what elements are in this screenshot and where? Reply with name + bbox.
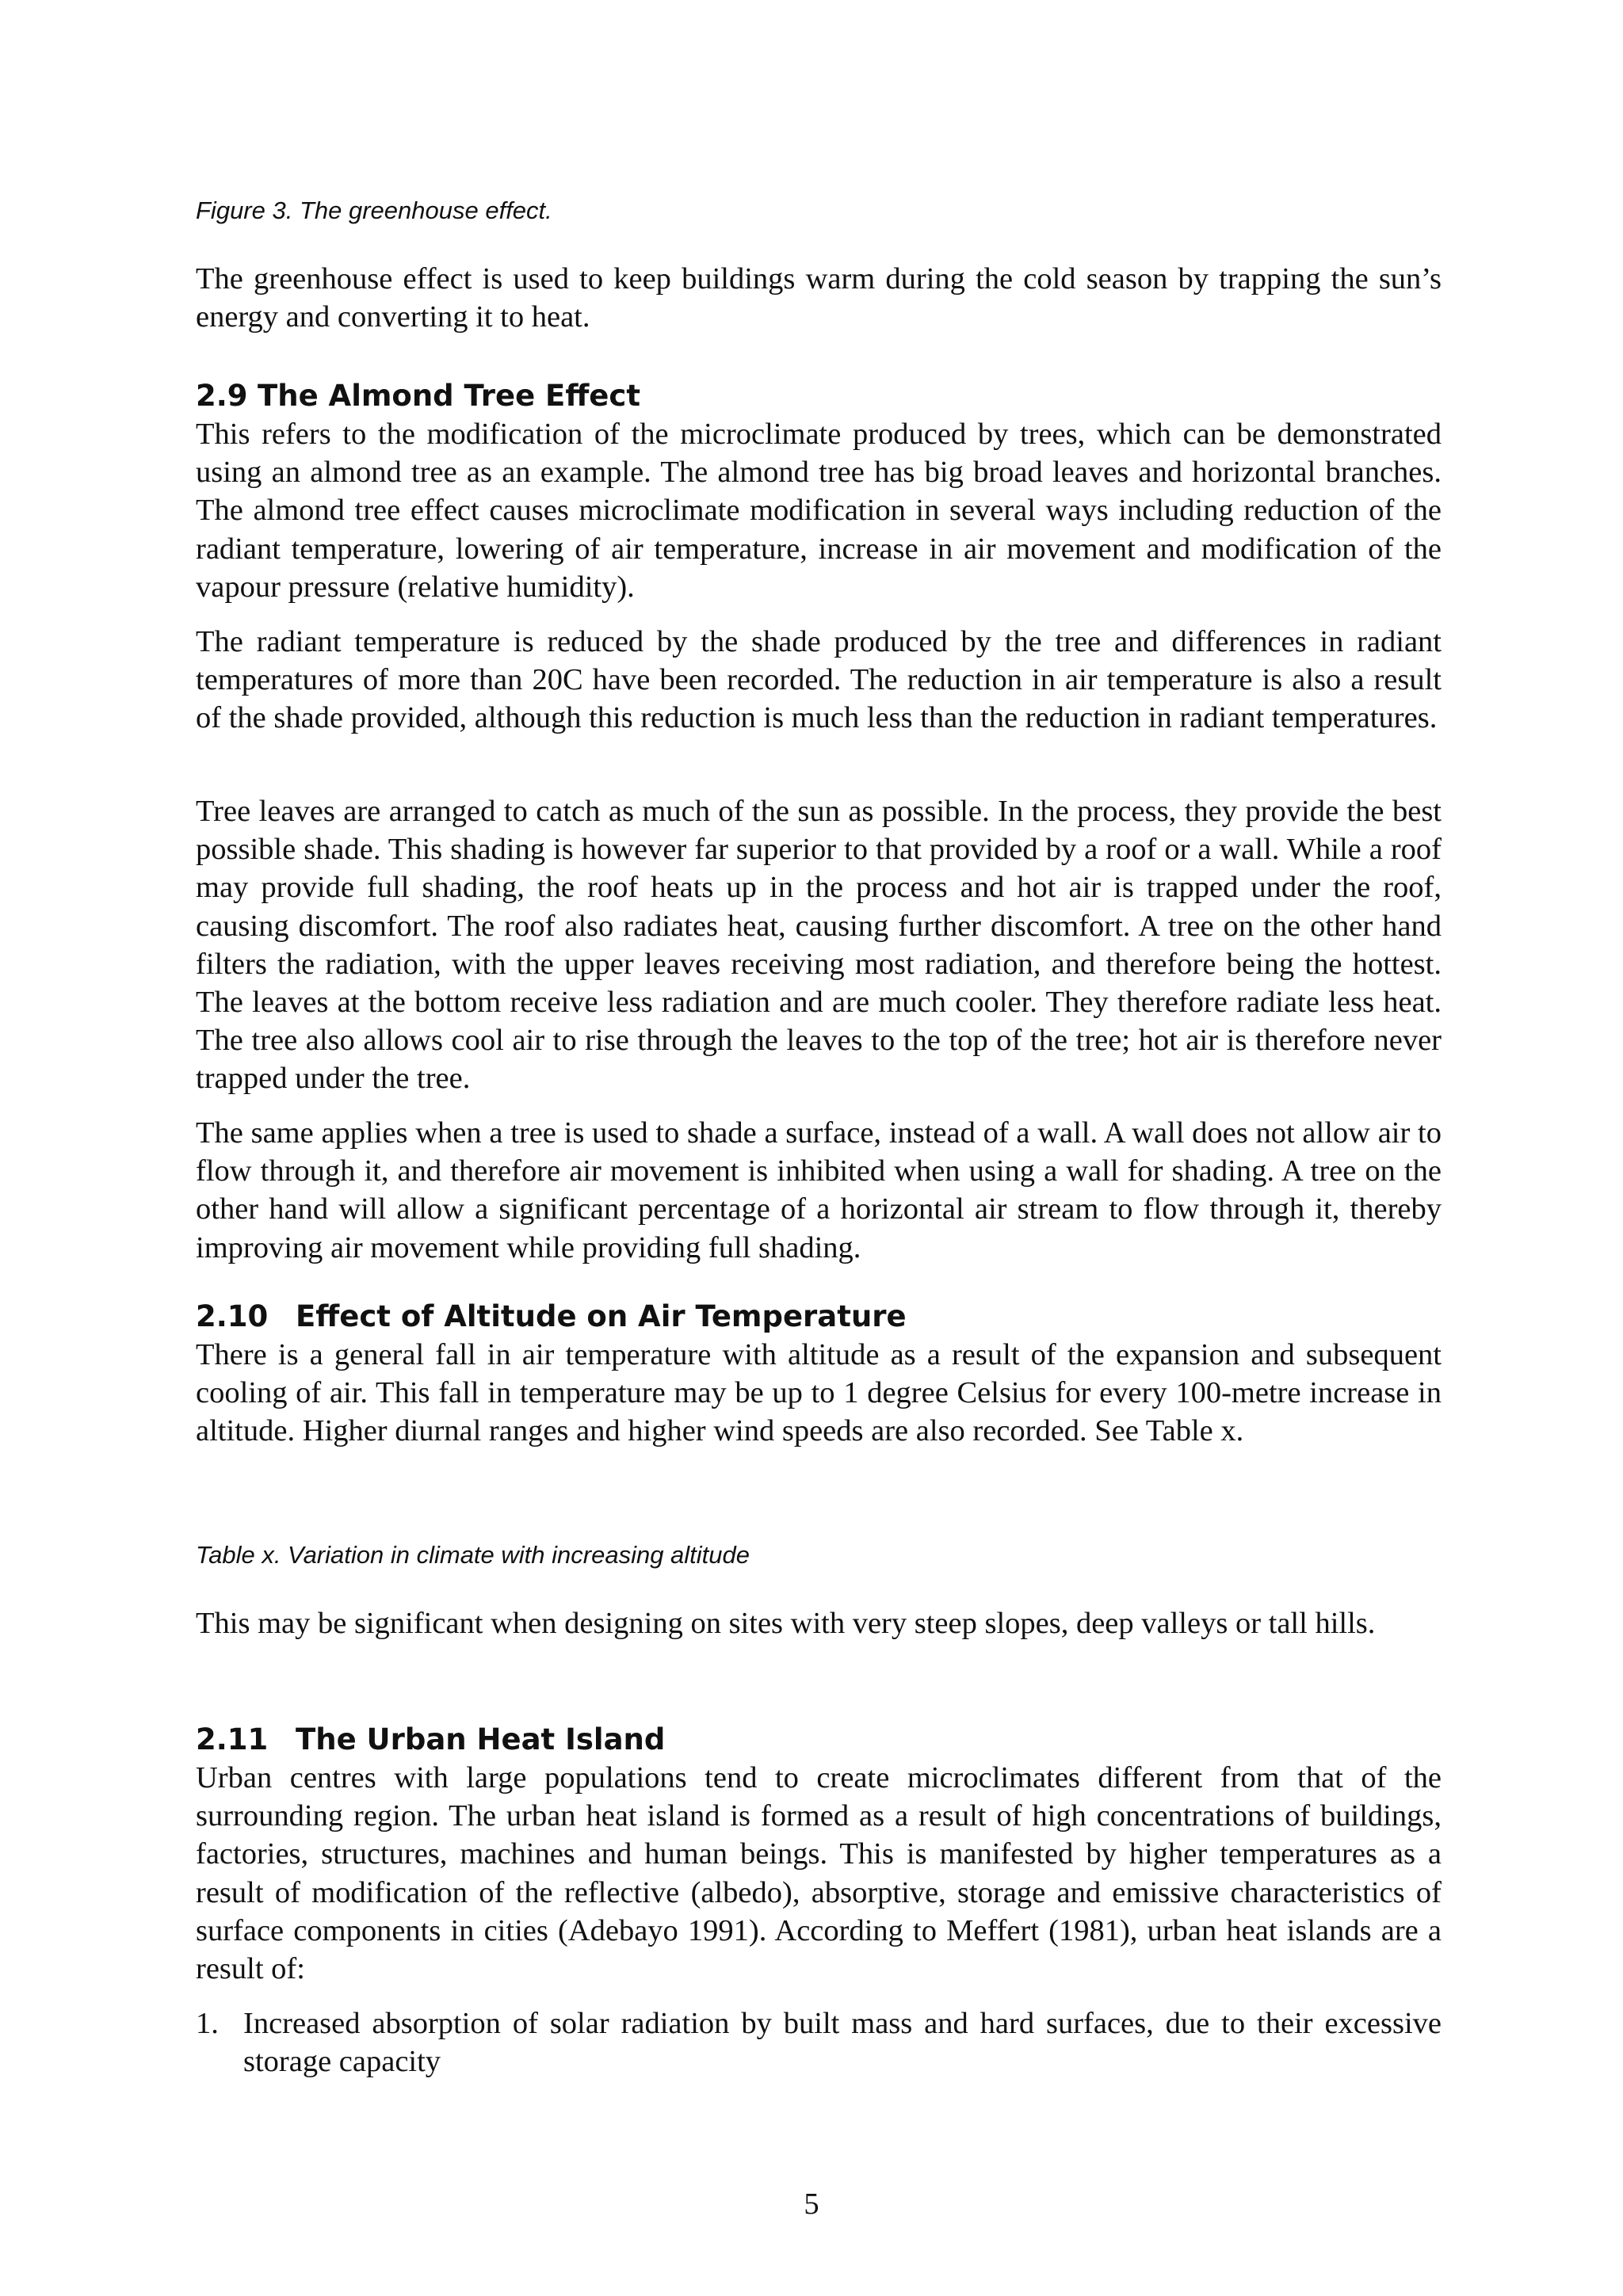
- section-heading-2-11: [196, 1721, 1442, 1759]
- page-number: 5: [804, 2187, 819, 2221]
- altitude-paragraph: There is a general fall in air temperature with altitude as a result of the expansion and subsequent cooling of air. This fall in temperature may be up to 1 degree Celsius for every 100-metre increase in altitude. Higher diurnal ranges and higher wind speeds are also recorded. See Table x.: [196, 1338, 1442, 1448]
- section-heading-2-9: [196, 377, 1442, 415]
- list-marker: 1.: [196, 2007, 219, 2040]
- altitude-after-table: This may be significant when designing on sites with very steep slopes, deep valleys or tall hills.: [196, 1607, 1376, 1640]
- figure-caption: Figure 3. The greenhouse effect.: [196, 196, 552, 224]
- almond-paragraph-4: The same applies when a tree is used to shade a surface, instead of a wall. A wall does not allow air to flow through it, and therefore air movement is inhibited when using a wall for shading. A tree on the other hand will allow a significant percentage of a horizontal air stream to flow through it, thereby improving air movement while providing full shading.: [196, 1116, 1442, 1264]
- section-title: The Almond Tree Effect: [258, 379, 641, 413]
- almond-paragraph-3: Tree leaves are arranged to catch as much of the sun as possible. In the process, they provide the best possible shade. This shading is however far superior to that provided by a roof or a wall. While a roof may provide full shading, the roof heats up in the process and hot air is trapped under the roof, causing discomfort. The roof also radiates heat, causing further discomfort. A tree on the other hand filters the radiation, with the upper leaves receiving most radiation, and therefore being the hottest. The leaves at the bottom receive less radiation and are much cooler. They therefore radiate less heat. The tree also allows cool air to rise through the leaves to the top of the tree; hot air is therefore never trapped under the tree.: [196, 795, 1442, 1096]
- section-number: 2.10: [196, 1299, 269, 1333]
- almond-paragraph-1: This refers to the modification of the microclimate produced by trees, which can be demonstrated using an almond tree as an example. The almond tree has big broad leaves and horizontal branches. The almond tree effect causes microclimate modification in several ways including reduction of the radiant temperature, lowering of air temperature, increase in air movement and modification of the vapour pressure (relative humidity).: [196, 418, 1442, 604]
- list-text: Increased absorption of solar radiation by built mass and hard surfaces, due to their excessive storage capacity: [243, 2007, 1442, 2079]
- section-title: Effect of Altitude on Air Temperature: [296, 1299, 907, 1333]
- table-caption: Table x. Variation in climate with increasing altitude: [196, 1541, 750, 1569]
- urban-heat-causes-list: [196, 2004, 1442, 2081]
- section-title: The Urban Heat Island: [296, 1722, 666, 1756]
- intro-paragraph: The greenhouse effect is used to keep buildings warm during the cold season by trapping the sun’s energy and converting it to heat.: [196, 262, 1442, 334]
- section-heading-2-10: [196, 1298, 1442, 1336]
- urban-heat-paragraph: Urban centres with large populations tend to create microclimates different from that of the surrounding region. The urban heat island is formed as a result of high concentrations of buildings, factories, structures, machines and human beings. This is manifested by higher temperatures as a result of modification of the reflective (albedo), absorptive, storage and emissive characteristics of surface components in cities (Adebayo 1991). According to Meffert (1981), urban heat islands are a result of:: [196, 1761, 1442, 1986]
- list-item: [196, 2004, 1442, 2081]
- almond-paragraph-2: The radiant temperature is reduced by the shade produced by the tree and differences in radiant temperatures of more than 20C have been recorded. The reduction in air temperature is also a result of the shade provided, although this reduction is much less than the reduction in radiant temperatures.: [196, 625, 1442, 735]
- section-number: 2.11: [196, 1722, 269, 1756]
- section-number: 2.9: [196, 379, 248, 413]
